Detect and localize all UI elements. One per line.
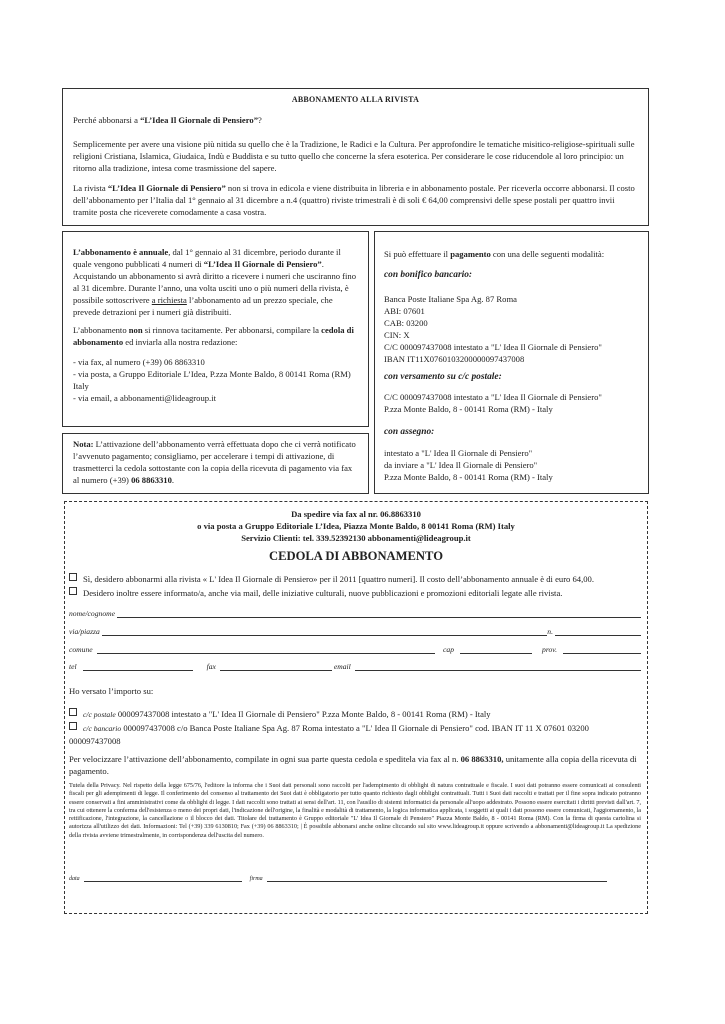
section-title: ABBONAMENTO ALLA RIVISTA	[291, 95, 420, 104]
check-details	[384, 447, 644, 483]
note-label: Nota:	[73, 439, 94, 449]
renewal-paragraph	[73, 324, 360, 348]
contact-fax: - via fax, al numero (+39) 06 8863310	[73, 357, 205, 367]
date-field-label: data	[69, 876, 80, 882]
note-fax-number: 06 8863310	[131, 475, 172, 485]
number-field[interactable]	[555, 626, 641, 636]
annual-text-b: . Acquistando un abbonamento si avrà diritto a ricevere i numeri che usciranno fino al 31 dicembre. Durante l’anno, una volta usciti uno o più numeri della rivista, è possibile sottoscrivere	[73, 259, 357, 305]
annual-label: L’abbonamento è annuale	[73, 247, 169, 257]
annual-text-a: , dal 1° gennaio al 31 dicembre, periodo durante il quale vengono pubblicati 4 numeri di	[73, 247, 341, 269]
email-field[interactable]	[355, 661, 641, 671]
annual-text-c: l’abbonamento ad un prezzo speciale, che prevede detrazioni per i numeri già distribuiti.	[73, 295, 333, 317]
payment-word: pagamento	[450, 249, 491, 259]
coupon-service-line: Servizio Clienti: tel. 339.52392130 abbonamenti@lideagroup.it	[241, 533, 471, 543]
contact-fields-row[interactable]	[69, 659, 641, 671]
renewal-text-b: si rinnova tacitamente. Per abbonarsi, compilare la	[142, 325, 322, 335]
tel-field-label: tel	[69, 662, 77, 671]
fax-field-label: fax	[206, 662, 216, 671]
note-end: .	[171, 475, 175, 485]
renewal-text-a: L’abbonamento	[73, 325, 129, 335]
bank-line: CIN: X	[384, 330, 410, 340]
province-field-label: prov.	[542, 645, 557, 654]
payment-intro	[384, 248, 642, 260]
speed-up-text-a: Per velocizzare l’attivazione dell’abbonamento, compilate in ogni sua parte questa cedola e speditela via fax al n.	[69, 754, 461, 764]
tel-field[interactable]	[83, 661, 193, 671]
email-field-label: email	[333, 662, 351, 671]
street-field-label: via/piazza	[69, 627, 100, 636]
name-field[interactable]	[117, 608, 641, 618]
bank-line: C/C 000097437008 intestato a "L' Idea Il Giornale di Pensiero"	[384, 342, 602, 352]
bank-details	[384, 293, 644, 365]
check-heading: con assegno:	[384, 427, 435, 437]
city-field-label: comune	[69, 645, 93, 654]
newsletter-checkbox-label: Desidero inoltre essere informato/a, anche via mail, delle iniziative culturali, nuove pubblicazioni e promozioni editoriali legate alle rivista.	[83, 588, 563, 598]
payment-intro-b: con una delle seguenti modalità:	[490, 249, 605, 259]
on-request-link[interactable]: a richiesta	[151, 295, 187, 305]
note-paragraph	[73, 438, 360, 486]
renewal-cedola: cedola di abbonamento	[73, 325, 354, 347]
contact-post: - via posta, a Gruppo Editoriale L’Idea, P.zza Monte Baldo, 8 00141 Roma (RM) Italy	[73, 369, 351, 391]
subscription-coupon	[64, 501, 648, 914]
cap-field-label: cap	[443, 645, 455, 654]
magazine-name: “L’Idea Il Giornale di Pensiero”	[203, 259, 322, 269]
magazine-name: “L’Idea Il Giornale di Pensiero”	[140, 115, 258, 125]
postal-line: C/C 000097437008 intestato a "L' Idea Il Giornale di Pensiero"	[384, 392, 602, 402]
privacy-notice: Tutela della Privacy. Nel rispetto della legge 675/76, l'editore la informa che i Suoi dati personali sono raccolti per l'adempimento di obblighi di natura contrattuale e fiscale. I suoi dati potranno essere comunicati ai consulenti fiscali per gli adempimenti di legge. Il conferimento del consenso al trattamento dei Suoi dati è obbligatorio per tutto quanto richiesto dagli obblighi contrattuali. Tutti i Suoi dati raccolti e trattati per il fine sopra indicato potranno essere conservati a fini amministrativi come da obblighi di legge. I dati raccolti sono trattati ai sensi dell'art. 11, con l'ausilio di sistemi informatici da personale all'uopo addestrato. Possono essere esercitati i diritti previsti dall'art. 7, tra cui ottenere la conferma dell'esistenza o meno dei propri dati, l'indicazione dell'origine, la finalità e modalità di trattamento, la logica informatica applicata, i soggetti ai quali i dati possono essere comunicati, l'aggiornamento, la rettificazione, l'integrazione, la cancellazione o il blocco dei dati. Titolare del trattamento è Gruppo editoriale "L' Idea Il Giornale di Pensiero" Piazza Monte Baldo, 8 - 00141 Roma (RM). Con la firma di questa cartolina si autorizza all'utilizzo dei dati. Informazioni: Tel (+39) 339 6130810; Fax (+39) 06 8863310; | È possibile abbonarsi anche online cliccando sul sito www.lideagroup.it oppure scrivendo a abbonamenti@lideagroup.it La spedizione della rivista avviene trimestralmente, in corrispondenza dell'uscita del numero.	[69, 782, 641, 839]
cap-field[interactable]	[460, 644, 532, 654]
name-field-row[interactable]	[69, 606, 641, 618]
check-line: P.zza Monte Baldo, 8 - 00141 Roma (RM) - Italy	[384, 472, 553, 482]
coupon-fax-line: Da spedire via fax al nr. 06.8863310	[291, 509, 421, 519]
speed-up-text-b: unitamente alla copia della ricevuta di pagamento.	[69, 754, 637, 776]
note-text: L’attivazione dell’abbonamento verrà effettuata dopo che ci verrà notificato l’avvenuto pagamento; consigliamo, per accelerare i tempi di attivazione, di trasmetterci la cedola sottostante con la copia della ricevuta di pagamento via fax al numero (+39)	[73, 439, 356, 485]
check-line: intestato a "L' Idea Il Giornale di Pensiero"	[384, 448, 533, 458]
subscription-info-box	[62, 231, 369, 427]
contact-email[interactable]: - via email, a abbonamenti@lideagroup.it	[73, 393, 216, 403]
paid-to-label: Ho versato l’importo su:	[69, 686, 154, 696]
payment-methods-box	[374, 231, 649, 494]
coupon-post-line: o via posta a Gruppo Editoriale L’Idea, Piazza Monte Baldo, 8 00141 Roma (RM) Italy	[197, 521, 515, 531]
bank-line: Banca Poste Italiane Spa Ag. 87 Roma	[384, 294, 517, 304]
newsletter-checkbox-row[interactable]	[69, 587, 641, 599]
speed-up-fax: 06 8863310,	[460, 754, 504, 764]
checkbox-icon[interactable]	[69, 573, 77, 581]
number-field-label: n.	[547, 627, 553, 636]
subscribe-checkbox-row[interactable]	[69, 573, 641, 585]
check-line: da inviare a "L' Idea Il Giornale di Pensiero"	[384, 460, 538, 470]
city-field-row[interactable]	[69, 642, 641, 654]
street-field-row[interactable]	[69, 624, 641, 636]
bank-line: CAB: 03200	[384, 318, 428, 328]
date-field[interactable]	[84, 875, 242, 882]
province-field[interactable]	[563, 644, 641, 654]
subscribe-checkbox-label: Sì, desidero abbonarmi alla rivista « L' Idea Il Giornale di Pensiero» per il 2011 [quattro numeri]. Il costo dell’abbonamento annuale è di euro 64,00.	[83, 574, 594, 584]
annual-subscription-paragraph	[73, 246, 360, 318]
city-field[interactable]	[97, 644, 435, 654]
distribution-text-b: non si trova in edicola e viene distribuita in libreria e in abbonamento postale. Per riceverla occorre abbonarsi. Il costo dell’abbonamento per l’Italia dal 1° gennaio al 31 dicembre a n.4 (quattro) riviste trimestrali è di soli € 64,00 comprensivi delle spese postali per quattro invii tramite posta che riceverete comodamente a casa vostra.	[73, 183, 635, 217]
signature-field[interactable]	[267, 875, 607, 882]
postal-payment-label: c/c postale	[83, 710, 116, 719]
bank-transfer-heading: con bonifico bancario:	[384, 270, 473, 280]
postal-payment-text: 000097437008 intestato a "L' Idea Il Giornale di Pensiero" P.zza Monte Baldo, 8 - 00141 Roma (RM) - Italy	[115, 709, 491, 719]
bank-line: ABI: 07601	[384, 306, 425, 316]
question-text: Perché abbonarsi a	[73, 115, 141, 125]
distribution-text-a: La rivista	[73, 183, 108, 193]
postal-line: P.zza Monte Baldo, 8 - 00141 Roma (RM) - Italy	[384, 404, 553, 414]
question-mark: ?	[258, 115, 262, 125]
payment-intro-a: Si può effettuare il	[384, 249, 451, 259]
checkbox-icon[interactable]	[69, 587, 77, 595]
speed-up-paragraph	[69, 753, 641, 777]
magazine-name: “L’Idea Il Giornale di Pensiero”	[107, 183, 226, 193]
intro-paragraph: Semplicemente per avere una visione più nitida su quello che è la Tradizione, le Radici e la Cultura. Per approfondire le tematiche misitico-religiose-spirituali sulle religioni Cristiana, Islamica, Giudaica, Indù e Buddista e su tutto quello che concerne la sfera esoterica. Per considerare le cose riducendole al loro principio: un ritorno alla tradizione, intesa come trasmissione del sapere.	[73, 139, 635, 173]
bank-line: IBAN IT11X0760103200000097437008	[384, 354, 525, 364]
bank-payment-label: c/c bancario	[83, 724, 122, 733]
coupon-header	[65, 508, 647, 544]
checkbox-icon[interactable]	[69, 708, 77, 716]
bank-payment-option[interactable]	[69, 722, 639, 747]
renewal-non: non	[128, 325, 143, 335]
postal-details	[384, 391, 644, 415]
coupon-title: CEDOLA DI ABBONAMENTO	[268, 549, 443, 563]
renewal-text-c: ed inviarla alla nostra redazione:	[123, 337, 238, 347]
signature-row[interactable]	[69, 872, 607, 882]
postal-account-heading: con versamento su c/c postale:	[384, 372, 502, 382]
bank-payment-text: 000097437008 c/o Banca Poste Italiane Spa Ag. 87 Roma intestato a "L' Idea Il Giornale di Pensiero" cod. IBAN IT 11 X 07601 03200 000097437008	[69, 723, 589, 746]
distribution-paragraph	[73, 182, 638, 218]
note-box	[62, 433, 369, 494]
postal-payment-option[interactable]	[69, 708, 641, 721]
fax-field[interactable]	[220, 661, 332, 671]
street-field[interactable]	[102, 626, 547, 636]
name-field-label: nome/cognome	[69, 609, 115, 618]
intro-box	[62, 88, 649, 226]
checkbox-icon[interactable]	[69, 722, 77, 730]
signature-field-label: firma	[249, 876, 263, 882]
contact-list	[73, 356, 360, 404]
why-subscribe-question	[73, 114, 262, 126]
